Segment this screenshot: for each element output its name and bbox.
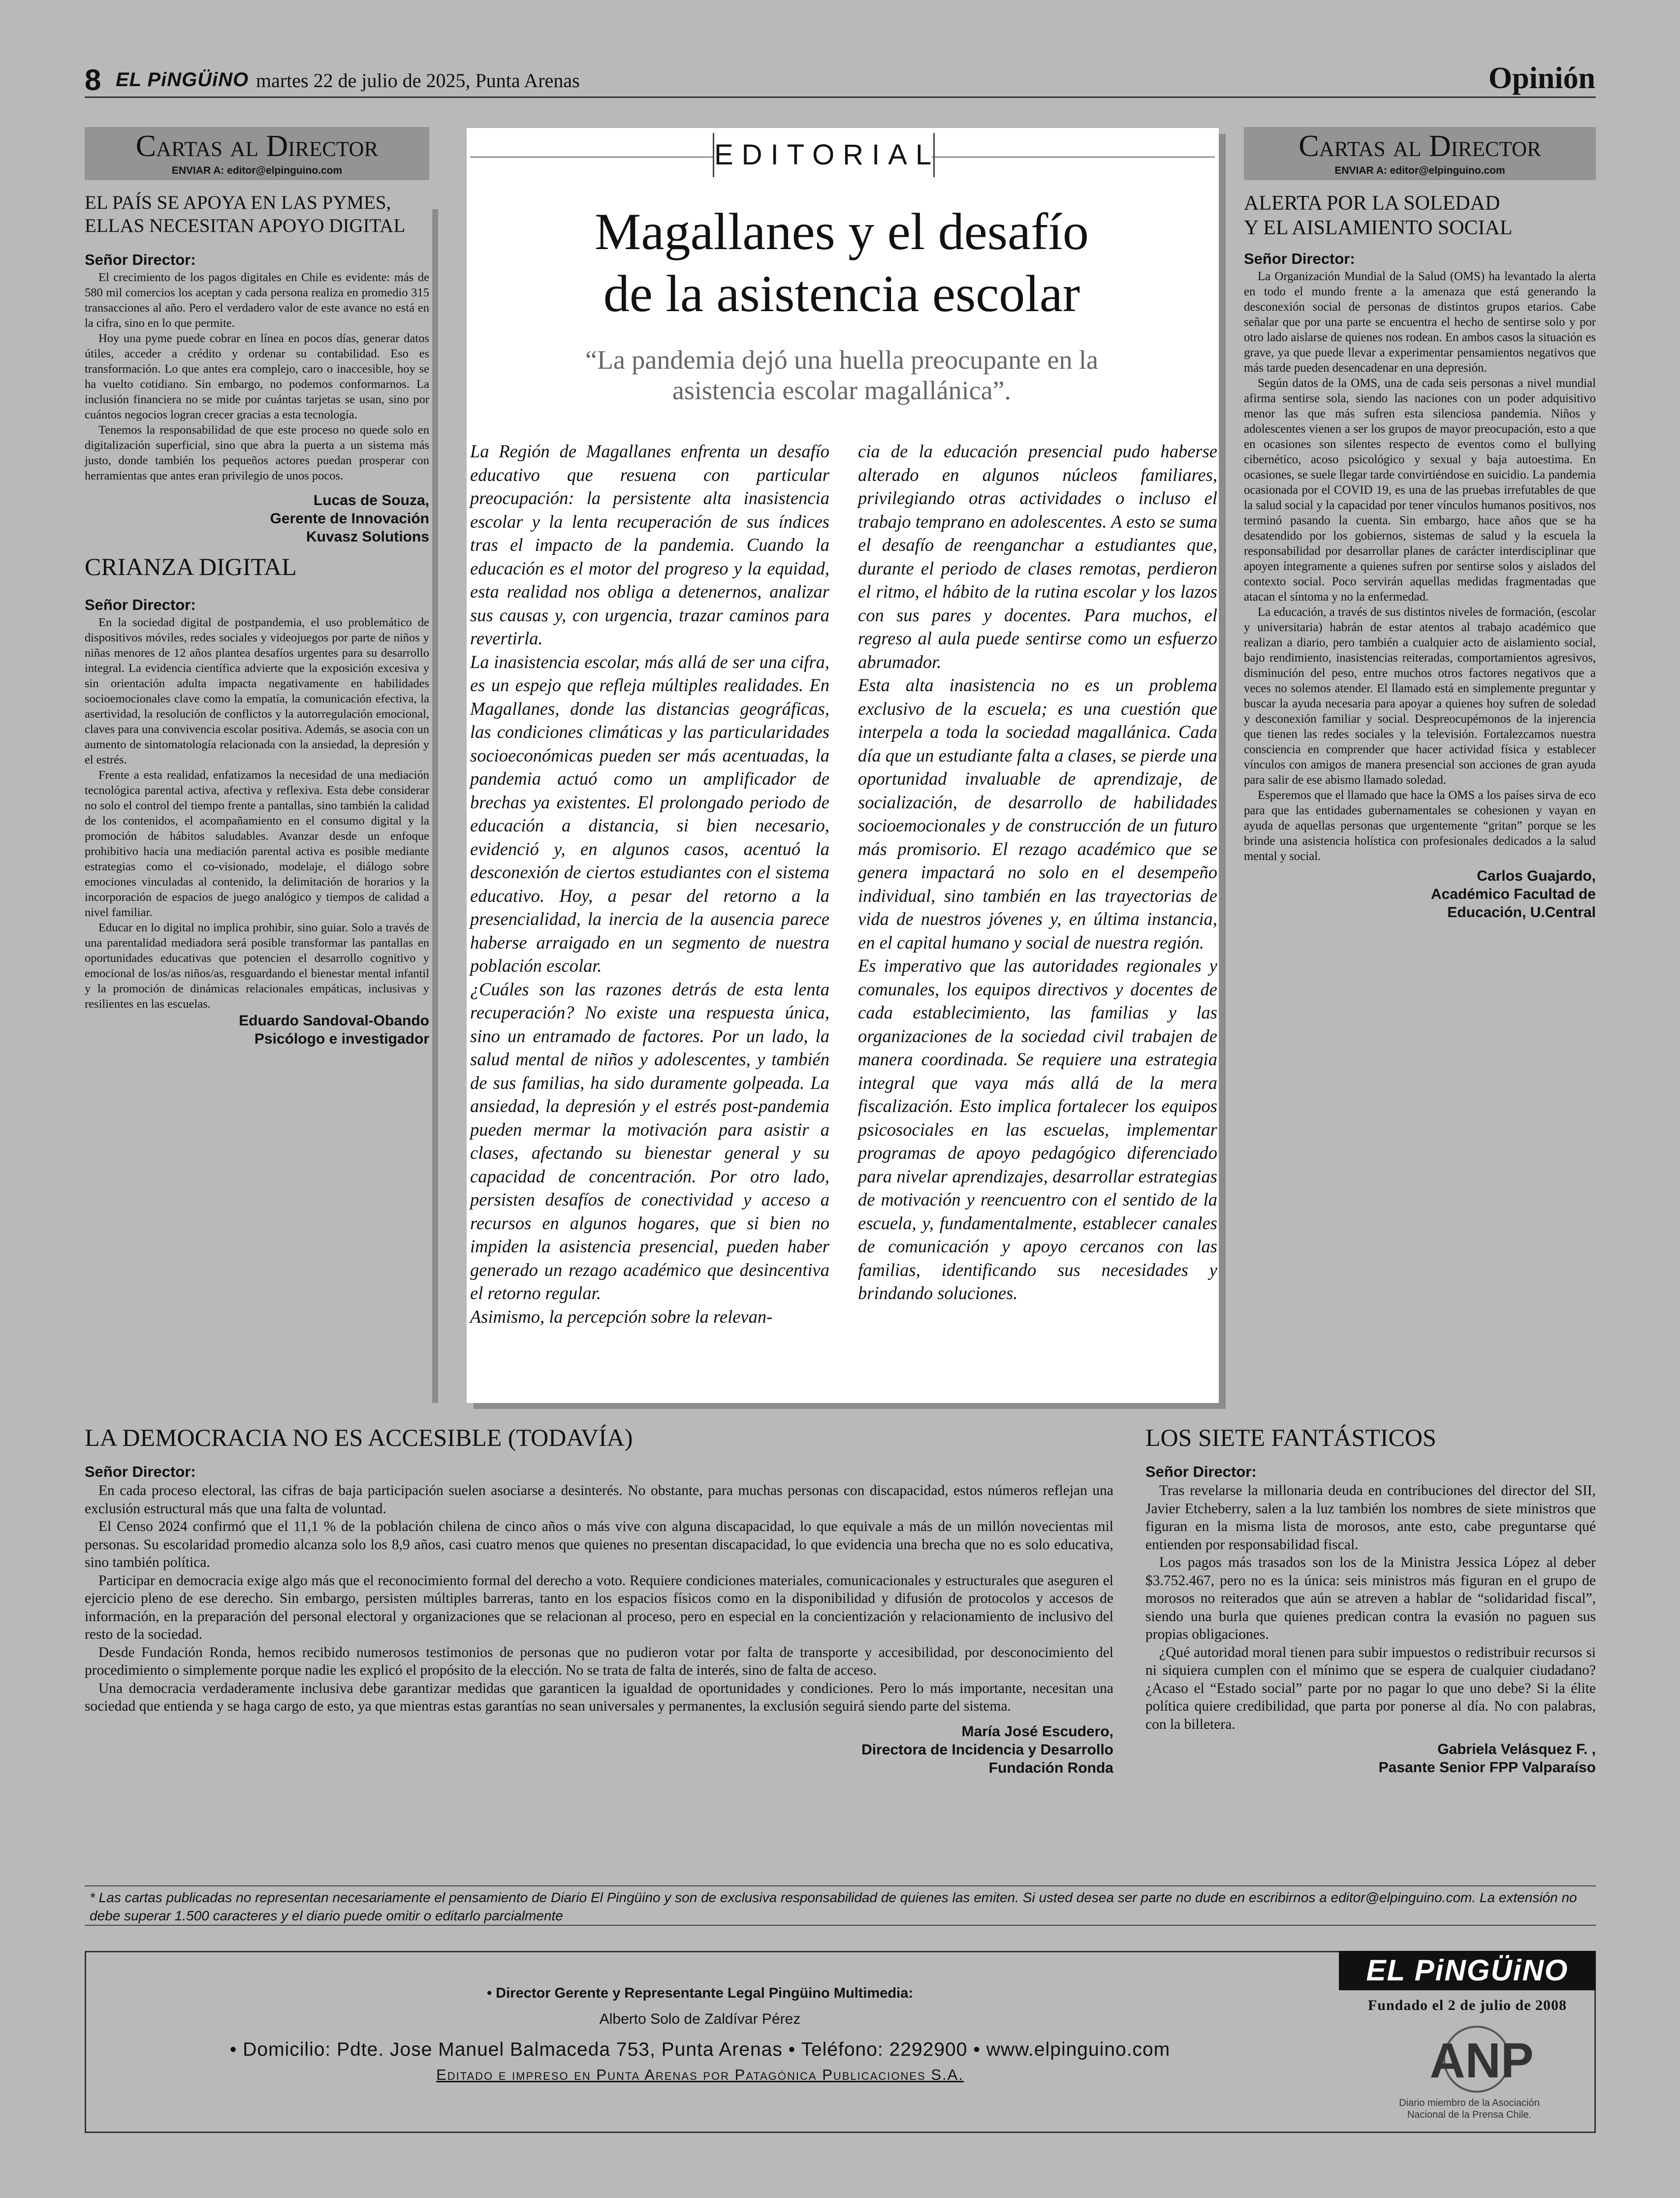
editorial-paragraph: La inasistencia escolar, más allá de ser una cifra, es un espejo que refleja múltiples realidades. En Magallanes, donde las distancias geográficas, las condiciones climáticas y las particularidades socioeconómicas pueden ser más acentuadas, la pandemia actuó como un amplificador de brechas ya existentes. El prolongado periodo de educación a distancia, si bien necesario, evidenció y, en algunos casos, acentuó la desconexión de ciertos estudiantes con el sistema educativo. Hoy, a pesar del retorno a la presencialidad, la inercia de la ausencia parece haberse arraigado en un segmento de nuestra población escolar. xyxy=(470,651,829,976)
letter-paragraph: Desde Fundación Ronda, hemos recibido numerosos testimonios de personas que no pudieron votar por falta de transporte y accesibilidad, por desconocimiento del procedimiento o simplemente porque nadie les explicó el propósito de la elección. No se trata de falta de interés, sino de falta de acceso. xyxy=(85,1644,1113,1678)
editorial-title xyxy=(473,201,1211,325)
letter-title: LA DEMOCRACIA NO ES ACCESIBLE (TODAVÍA) xyxy=(85,1424,633,1451)
signature-role: Kuvasz Solutions xyxy=(306,529,429,545)
letter-body xyxy=(1244,269,1596,864)
letter-title-line: ELLAS NECESITAN APOYO DIGITAL xyxy=(85,215,406,236)
letter-signature xyxy=(1244,867,1596,922)
letter-paragraph: Los pagos más trasados son los de la Ministra Jessica López al deber $3.752.467, pero no es la única: seis ministros más figuran en el grupo de morosos no reiterados que aún se atreven a hablar de “solidaridad fiscal”, siendo una burla que quienes predican contra la evasión no paguen sus propias obligaciones. xyxy=(1145,1555,1596,1642)
letter-salutation: Señor Director: xyxy=(85,251,196,268)
letter-paragraph: Participar en democracia exige algo más que el reconocimiento formal del derecho a voto. Requiere condiciones materiales, comunicacionales y estructurales que aseguren el ejercicio pleno de ese derecho. Sin embargo, persisten múltiples barreras, tanto en los espacios físicos como en la disponibilidad y difusión de protocolos y accesos de información, en la preparación del personal electoral y organizaciones que se relacionan al proceso, pero en especial en la concientización y relacionamiento de inclusivo del resto de la sociedad. xyxy=(85,1572,1113,1642)
letter-pymes xyxy=(85,191,429,546)
letter-democracia xyxy=(85,1423,1113,1777)
footer-director-label: • Director Gerente y Representante Legal Pingüino Multimedia: xyxy=(487,1985,913,2001)
anp-logo-icon xyxy=(1403,2021,1560,2095)
editorial-shadow-right xyxy=(1219,209,1225,1403)
signature-name: Carlos Guajardo, xyxy=(1477,868,1596,884)
anp-caption-line: Nacional de la Prensa Chile. xyxy=(1407,2109,1532,2120)
footer-founded: Fundado el 2 de julio de 2008 xyxy=(1367,1997,1567,2013)
letters-header-email: ENVIAR A: editor@elpinguino.com xyxy=(171,165,343,176)
editorial-paragraph: La Región de Magallanes enfrenta un desafío educativo que resuena con particular preocupación: la persistente alta inasistencia escolar y la lenta recuperación de sus índices tras el impacto de la pandemia. Cuando la educación es el motor del progreso y la equidad, esta realidad nos obliga a detenernos, analizar sus causas y, con urgencia, trazar caminos para revertirla. xyxy=(470,441,829,648)
header-logo: EL PiNGÜiNO xyxy=(116,69,249,91)
signature-role: Directora de Incidencia y Desarrollo xyxy=(861,1741,1113,1758)
editorial-tag: EDITORIAL xyxy=(713,133,935,177)
letter-paragraph: Hoy una pyme puede cobrar en línea en pocos días, generar datos útiles, acceder a crédito y ordenar su contabilidad. Eso es transformación. Lo que antes era complejo, caro o inaccesible, hoy se ha vuelto cotidiano. Sin embargo, no podemos conformarnos. La inclusión financiera no se mide por cuántas tarjetas se usan, sino por cuántos negocios logran crecer gracias a esta tecnología. xyxy=(85,332,429,421)
letter-paragraph: En cada proceso electoral, las cifras de baja participación suelen asociarse a desinterés. No obstante, para muchas personas con discapacidad, estos números reflejan una exclusión estructural más que una falta de voluntad. xyxy=(85,1483,1113,1517)
signature-role: Educación, U.Central xyxy=(1447,904,1596,921)
signature-name: Lucas de Souza, xyxy=(313,492,429,509)
letter-paragraph: Educar en lo digital no implica prohibir, sino guiar. Solo a través de una parentalidad mediadora será posible transformar las pantallas en oportunidades educativas que potencien el desarrollo cognitivo y emocional de los/as niños/as, resguardando el bienestar mental infantil y la promoción de dinámicas relacionales empáticas, inclusivas y resilientes en las escuelas. xyxy=(85,921,429,1011)
header-divider xyxy=(85,96,1596,98)
signature-name: Gabriela Velásquez F. , xyxy=(1437,1741,1596,1757)
editorial-paragraph: ¿Cuáles son las razones detrás de esta lenta recuperación? No existe una respuesta única, sino un entramado de factores. Por un lado, la salud mental de niños y adolescentes, y también de sus familias, ha sido duramente golpeada. La ansiedad, la depresión y el estrés post-pandemia pueden mermar la motivación para asistir a clases, afectando su bienestar general y su capacidad de concentración. Por otro lado, persisten desafíos de conectividad y acceso a recursos en algunos hogares, que si bien no impiden la asistencia presencial, pueden haber generado un rezago académico que desincentiva el retorno regular. xyxy=(470,979,829,1303)
letter-title-line: Y EL AISLAMIENTO SOCIAL xyxy=(1244,217,1513,239)
signature-role: Fundación Ronda xyxy=(988,1759,1113,1776)
editorial-shadow-left xyxy=(432,209,438,1403)
signature-name: Eduardo Sandoval-Obando xyxy=(239,1013,429,1029)
letter-signature xyxy=(85,1012,429,1048)
letters-disclaimer: * Las cartas publicadas no representan necesariamente el pensamiento de Diario El Pingüino y son de exclusiva responsabilidad de quienes las emiten. Si usted desea ser parte no dude en escribirnos a editor@elpinguino.com. La extensión no debe superar 1.500 caracteres y el diario puede omitir o editarlo parcialmente xyxy=(85,1885,1596,1926)
letter-paragraph: El Censo 2024 confirmó que el 11,1 % de la población chilena de cinco años o más vive con alguna discapacidad, lo que equivale a más de un millón novecientas mil personas. Su escolaridad promedio alcanza solo los 8,9 años, casi cuatro menos que quienes no presentan discapacidad, lo que evidencia una brecha que no es solo educativa, sino también política. xyxy=(85,1519,1113,1570)
signature-name: María José Escudero, xyxy=(961,1723,1113,1740)
letter-paragraph: ¿Qué autoridad moral tienen para subir impuestos o redistribuir recursos si ni siquiera cumplen con el mínimo que se espera de cualquier ciudadano? ¿Acaso el “Estado social” parte por no pagar lo que uno debe? Si la élite política quiere credibilidad, que parta por ponerse al día. No con palabras, con la billetera. xyxy=(1145,1644,1596,1732)
editorial-tag-rule xyxy=(932,157,1215,158)
letter-title xyxy=(1244,191,1596,240)
editorial-title-line: Magallanes y el desafío xyxy=(595,203,1089,260)
letter-body xyxy=(1145,1482,1596,1733)
letter-body xyxy=(85,270,429,483)
letter-body xyxy=(85,615,429,1012)
anp-caption xyxy=(1378,2097,1560,2121)
letter-body xyxy=(85,1482,1113,1716)
letter-paragraph: Esperemos que el llamado que hace la OMS a los países sirva de eco para que las entidades gubernamentales se cohesionen y vayan en ayuda de aquellas personas que urgentemente “gritan” porque se les brinde una asistencia holística con profesionales dedicados a la salud mental y social. xyxy=(1244,789,1596,863)
letter-paragraph: Tenemos la responsabilidad de que este proceso no quede solo en digitalización superficial, sino que abra la puerta a un sistema más justo, donde también los pequeños actores puedan prosperar con herramientas que antes eran privilegio de unos pocos. xyxy=(85,423,429,482)
right-letters-column xyxy=(1244,127,1596,922)
letters-header-title: Cartas al Director xyxy=(1299,129,1541,163)
letter-title: CRIANZA DIGITAL xyxy=(85,553,297,580)
footer-address: • Domicilio: Pdte. Jose Manuel Balmaceda 753, Punta Arenas • Teléfono: 2292900 • www.elpinguino.com xyxy=(229,2039,1171,2060)
letters-header-title: Cartas al Director xyxy=(135,129,379,163)
letter-paragraph: Tras revelarse la millonaria deuda en contribuciones del director del SII, Javier Etcheberry, salen a la luz también los nombres de siete ministros que figuran en la misma lista de morosos, ante esto, cabe preguntarse qué entienden por responsabilidad fiscal. xyxy=(1145,1483,1596,1553)
letter-signature xyxy=(85,1722,1113,1777)
editorial-title-line: de la asistencia escolar xyxy=(603,265,1080,322)
header-date: martes 22 de julio de 2025, Punta Arenas xyxy=(256,69,580,92)
letter-title-line: ALERTA POR LA SOLEDAD xyxy=(1244,192,1500,215)
footer-logo: EL PiNGÜiNO xyxy=(1339,1951,1596,1990)
pull-quote-line: asistencia escolar magallánica”. xyxy=(672,376,1012,405)
letters-header-box xyxy=(85,127,429,180)
letter-paragraph: En la sociedad digital de postpandemia, el uso problemático de dispositivos móviles, redes sociales y videojuegos por parte de niños y niñas menores de 12 años plantea desafíos urgentes para su desarrollo integral. La evidencia científica advierte que la exposición excesiva y sin orientación adulta impacta negativamente en habilidades socioemocionales clave como la empatía, la comunicación efectiva, la asertividad, la resolución de conflictos y la autorregulación emocional, claves para una convivencia escolar positiva. Además, se asocia con un aumento de sintomatología relacionada con la ansiedad, la depresión y el estrés. xyxy=(85,616,429,766)
anp-logo-text: ANP xyxy=(1429,2033,1534,2088)
footer-printed-by: Editado e impreso en Punta Arenas por Patagónica Publicaciones S.A. xyxy=(436,2066,964,2083)
editorial-paragraph: Esta alta inasistencia no es un problema exclusivo de la escuela; es una cuestión que interpela a toda la sociedad magallánica. Cada día que un estudiante falta a clases, se pierde una oportunidad invaluable de aprendizaje, de socialización, de desarrollo de habilidades socioemocionales y de construcción de un futuro más promisorio. El rezago académico que se genera impactará no solo en el desempeño individual, sino también en las trayectorias de vida de nuestros jóvenes y, en última instancia, en el capital humano y social de nuestra región. xyxy=(858,675,1217,953)
letter-paragraph: La Organización Mundial de la Salud (OMS) ha levantado la alerta en todo el mundo frente a la amenaza que está generando la desconexión social de personas de distintos grupos etarios. Cabe señalar que por una parte se encuentra el hecho de sentirse solo y por otro lado aislarse de quienes nos rodean. En ambos casos la situación es grave, ya que puede llevar a experimentar pensamientos negativos que más tarde pueden desencadenar en una depresión. xyxy=(1244,270,1596,375)
editorial-paragraph: Asimismo, la percepción sobre la relevan- xyxy=(470,1306,773,1327)
editorial-paragraph: Es imperativo que las autoridades regionales y comunales, los equipos directivos y docentes de cada establecimiento, las familias y las organizaciones de la sociedad civil trabajen de manera coordinada. Se requiere una estrategia integral que vaya más allá de la mera fiscalización. Esto implica fortalecer los equipos psicosociales en las escuelas, implementar programas de apoyo pedagógico diferenciado para nivelar aprendizajes, desarrollar estrategias de motivación y reencuentro con el sentido de la escuela, y, fundamentalmente, establecer canales de comunicación y apoyo cercanos con las familias, identificando sus necesidades y brindando soluciones. xyxy=(858,956,1217,1303)
letter-title: LOS SIETE FANTÁSTICOS xyxy=(1145,1424,1436,1451)
letter-title xyxy=(85,191,429,237)
anp-caption-line: Diario miembro de la Asociación xyxy=(1399,2098,1540,2108)
editorial-column-2 xyxy=(858,440,1217,1305)
letter-title-line: EL PAÍS SE APOYA EN LAS PYMES, xyxy=(85,192,391,213)
letters-header-box xyxy=(1244,127,1596,180)
letter-signature xyxy=(1145,1740,1596,1777)
section-title: Opinión xyxy=(1488,62,1595,95)
letter-paragraph: Una democracia verdaderamente inclusiva debe garantizar medidas que garanticen la igualdad de oportunidades y condiciones. Pero lo más importante, necesitan una sociedad que entienda y se haga cargo de esto, ya que mientras estas garantías no sean universales y permanentes, la exclusión seguirá siendo parte del sistema. xyxy=(85,1680,1113,1714)
signature-role: Académico Facultad de xyxy=(1430,886,1596,902)
letter-paragraph: La educación, a través de sus distintos niveles de formación, (escolar y universitaria) habrán de estar atentos al trabajo académico que realizan a diario, pero también a cualquier acto de aislamiento social, bajo rendimiento, inasistencias reiteradas, comportamientos agresivos, disminución del peso, entre muchos otros factores negativos que a veces no solemos atender. El llamado está en simplemente preguntar y buscar la ayuda necesaria para apoyar a quienes hoy sufren de soledad y desconexión familiar y social. Despreocupémonos de la injerencia que tienen las redes sociales y la televisión. Fortalezcamos nuestra consciencia en comprender que hacer actividad física y establecer vínculos con amigos de manera presencial son acciones de gran ayuda para salir de ese abismo llamado soledad. xyxy=(1244,605,1596,787)
letter-siete-fantasticos xyxy=(1145,1423,1596,1777)
footer-director-name: Alberto Solo de Zaldívar Pérez xyxy=(599,2011,801,2027)
left-letters-column xyxy=(85,127,429,1048)
editorial-pull-quote xyxy=(492,345,1191,406)
letter-soledad xyxy=(1244,191,1596,922)
letters-header-email: ENVIAR A: editor@elpinguino.com xyxy=(1334,165,1505,176)
signature-role: Psicólogo e investigador xyxy=(254,1031,429,1047)
signature-role: Gerente de Innovación xyxy=(270,510,429,527)
letter-salutation: Señor Director: xyxy=(85,1463,196,1480)
editorial-column-1 xyxy=(470,440,829,1328)
letter-paragraph: Según datos de la OMS, una de cada seis personas a nivel mundial afirma sentirse sola, siendo las naciones con un poder adquisitivo menor las que más sufren esta silenciosa pandemia. Niños y adolescentes vienen a ser los grupos de mayor preocupación, esto a que en ocasiones son silentes respecto de eventos como el bullying cibernético, acoso psicológico y sexual y baja autoestima. En ocasiones, se suele llegar tarde convirtiéndose en suicidio. La pandemia ocasionada por el COVID 19, es una de las pruebas irrefutables de que la salud social y la capacidad por tener vínculos humanos positivos, nos terminó pasando la cuenta. Sin embargo, hace años que se ha desatendido por los gobiernos, sistemas de salud y la escuela la responsabilidad por desarrollar planes de carácter interdisciplinar que apoyen íntegramente a quienes sufren por sentirse solos y aislados del contexto social. Poco servirán aquellas medidas fragmentadas que atacan el síntoma y no la enfermedad. xyxy=(1244,377,1596,604)
signature-role: Pasante Senior FPP Valparaíso xyxy=(1378,1759,1596,1776)
letter-salutation: Señor Director: xyxy=(85,596,196,613)
pull-quote-line: “La pandemia dejó una huella preocupante en la xyxy=(585,345,1098,375)
letter-paragraph: Frente a esta realidad, enfatizamos la necesidad de una mediación tecnológica parental activa, afectiva y reflexiva. Esta debe considerar no solo el control del tiempo frente a pantallas, sino también la calidad de los contenidos, el acompañamiento en el consumo digital y la promoción de hábitos saludables. Avanzar desde un enfoque prohibitivo hacia una mediación parental activa es posible mediante estrategias como el co-visionado, modelaje, el diálogo sobre emociones vinculadas al contenido, la delimitación de horarios y la incorporación de espacios de juego analógico y tiempos de calidad a nivel familiar. xyxy=(85,768,429,919)
letter-crianza xyxy=(85,552,429,1048)
editorial-paragraph: cia de la educación presencial pudo haberse alterado en algunos núcleos familiares, privilegiando otras actividades o incluso el trabajo temprano en adolescentes. A esto se suma el desafío de reenganchar a estudiantes que, durante el periodo de clases remotas, perdieron el ritmo, el hábito de la rutina escolar y los lazos con sus pares y docentes. Para muchos, el regreso al aula puede sentirse como un esfuerzo abrumador. xyxy=(858,441,1217,672)
page-number: 8 xyxy=(85,64,101,96)
letter-salutation: Señor Director: xyxy=(1244,250,1355,267)
letter-paragraph: El crecimiento de los pagos digitales en Chile es evidente: más de 580 mil comercios los aceptan y cada persona realiza en promedio 315 transacciones al año. Pero el verdadero valor de este avance no está en la cifra, sino en lo que permite. xyxy=(85,271,429,330)
letter-signature xyxy=(85,491,429,546)
editorial-tag-rule xyxy=(470,157,714,158)
letter-salutation: Señor Director: xyxy=(1145,1463,1257,1480)
